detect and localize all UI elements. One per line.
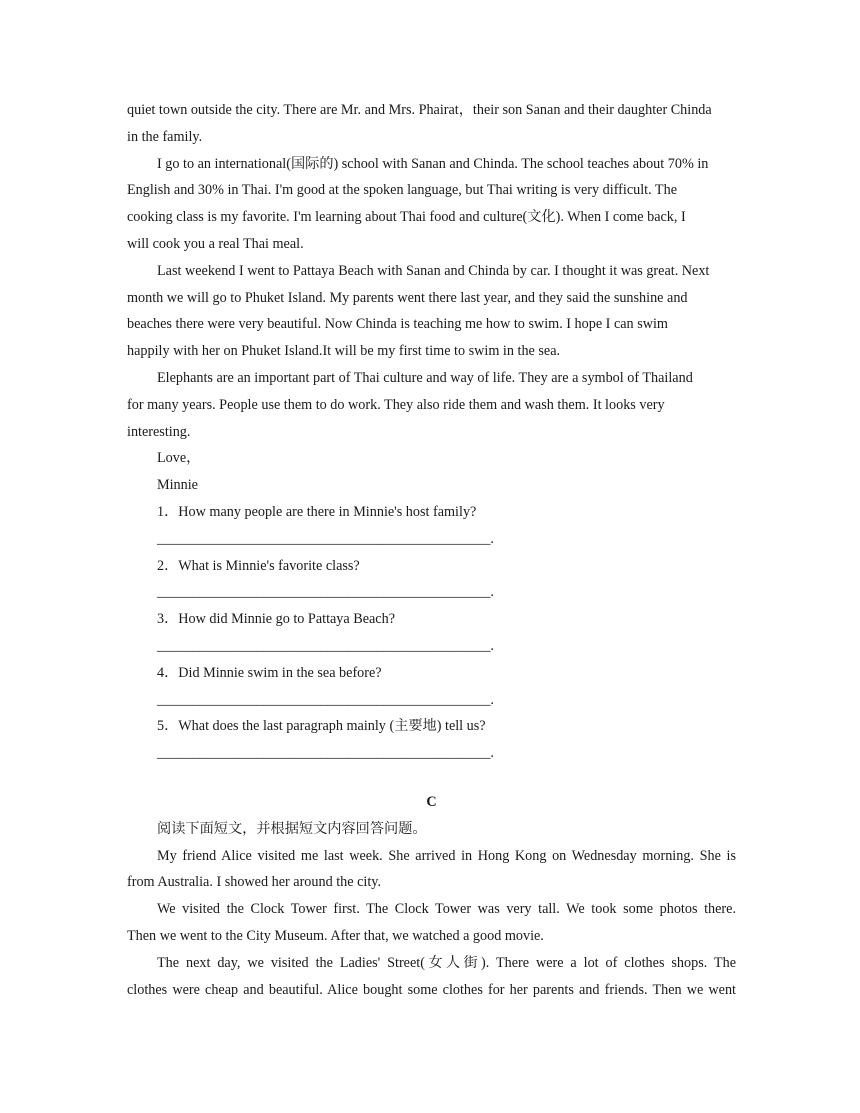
paragraph-line: in the family. xyxy=(127,128,203,145)
paragraph-line: Then we went to the City Museum. After that, we watched a good movie. xyxy=(127,927,544,944)
answer-line-2[interactable]: _______________________________________________. xyxy=(157,584,494,601)
answer-line-3[interactable]: _______________________________________________. xyxy=(157,637,494,654)
paragraph-line: happily with her on Phuket Island.It will be my first time to swim in the sea. xyxy=(127,343,561,360)
answer-line-1[interactable]: _______________________________________________. xyxy=(157,530,494,547)
paragraph-line: will cook you a real Thai meal. xyxy=(127,235,304,252)
answer-line-5[interactable]: _______________________________________________. xyxy=(157,745,494,762)
paragraph-line: The next day, we visited the Ladies' Street(女人街). There were a lot of clothes shops. The xyxy=(157,954,736,971)
question-4: 4．Did Minnie swim in the sea before? xyxy=(157,664,382,681)
paragraph-line: from Australia. I showed her around the city. xyxy=(127,874,381,891)
document-page xyxy=(127,97,736,1003)
paragraph-line: quiet town outside the city. There are Mr. and Mrs. Phairat，their son Sanan and their daughter Chinda xyxy=(127,102,712,118)
section-title: C xyxy=(426,793,437,810)
question-1: 1．How many people are there in Minnie's host family? xyxy=(157,503,477,520)
question-5: 5．What does the last paragraph mainly (主要地) tell us? xyxy=(157,718,486,735)
passage-b-text xyxy=(127,97,736,499)
paragraph-line: English and 30% in Thai. I'm good at the spoken language, but Thai writing is very difficult. The xyxy=(127,182,677,199)
question-2: 2．What is Minnie's favorite class? xyxy=(157,557,360,574)
paragraph-line: clothes were cheap and beautiful. Alice bought some clothes for her parents and friends. Then we went xyxy=(127,981,736,998)
answer-line-4[interactable]: _______________________________________________. xyxy=(157,691,494,708)
letter-closing: Love， xyxy=(157,450,201,467)
question-3: 3．How did Minnie go to Pattaya Beach? xyxy=(157,611,395,628)
paragraph-line: We visited the Clock Tower first. The Clock Tower was very tall. We took some photos there. xyxy=(157,901,736,918)
letter-signature: Minnie xyxy=(157,477,198,494)
paragraph-line: interesting. xyxy=(127,423,191,440)
paragraph-line: My friend Alice visited me last week. She arrived in Hong Kong on Wednesday morning. She is xyxy=(157,847,736,864)
paragraph-line: I go to an international(国际的) school with Sanan and Chinda. The school teaches about 70% in xyxy=(157,155,709,172)
paragraph-line: month we will go to Phuket Island. My parents went there last year, and they said the sunshine and xyxy=(127,289,688,306)
paragraph-line: Last weekend I went to Pattaya Beach with Sanan and Chinda by car. I thought it was great. Next xyxy=(157,262,710,279)
section-instruction: 阅读下面短文，并根据短文内容回答问题。 xyxy=(157,820,427,837)
paragraph-line: Elephants are an important part of Thai culture and way of life. They are a symbol of Thailand xyxy=(157,369,693,386)
paragraph-line: beaches there were very beautiful. Now Chinda is teaching me how to swim. I hope I can swim xyxy=(127,316,668,333)
question-list xyxy=(127,499,736,767)
passage-c-text xyxy=(127,843,736,1004)
paragraph-line: cooking class is my favorite. I'm learning about Thai food and culture(文化). When I come back, I xyxy=(127,209,686,226)
paragraph-line: for many years. People use them to do work. They also ride them and wash them. It looks very xyxy=(127,396,665,413)
